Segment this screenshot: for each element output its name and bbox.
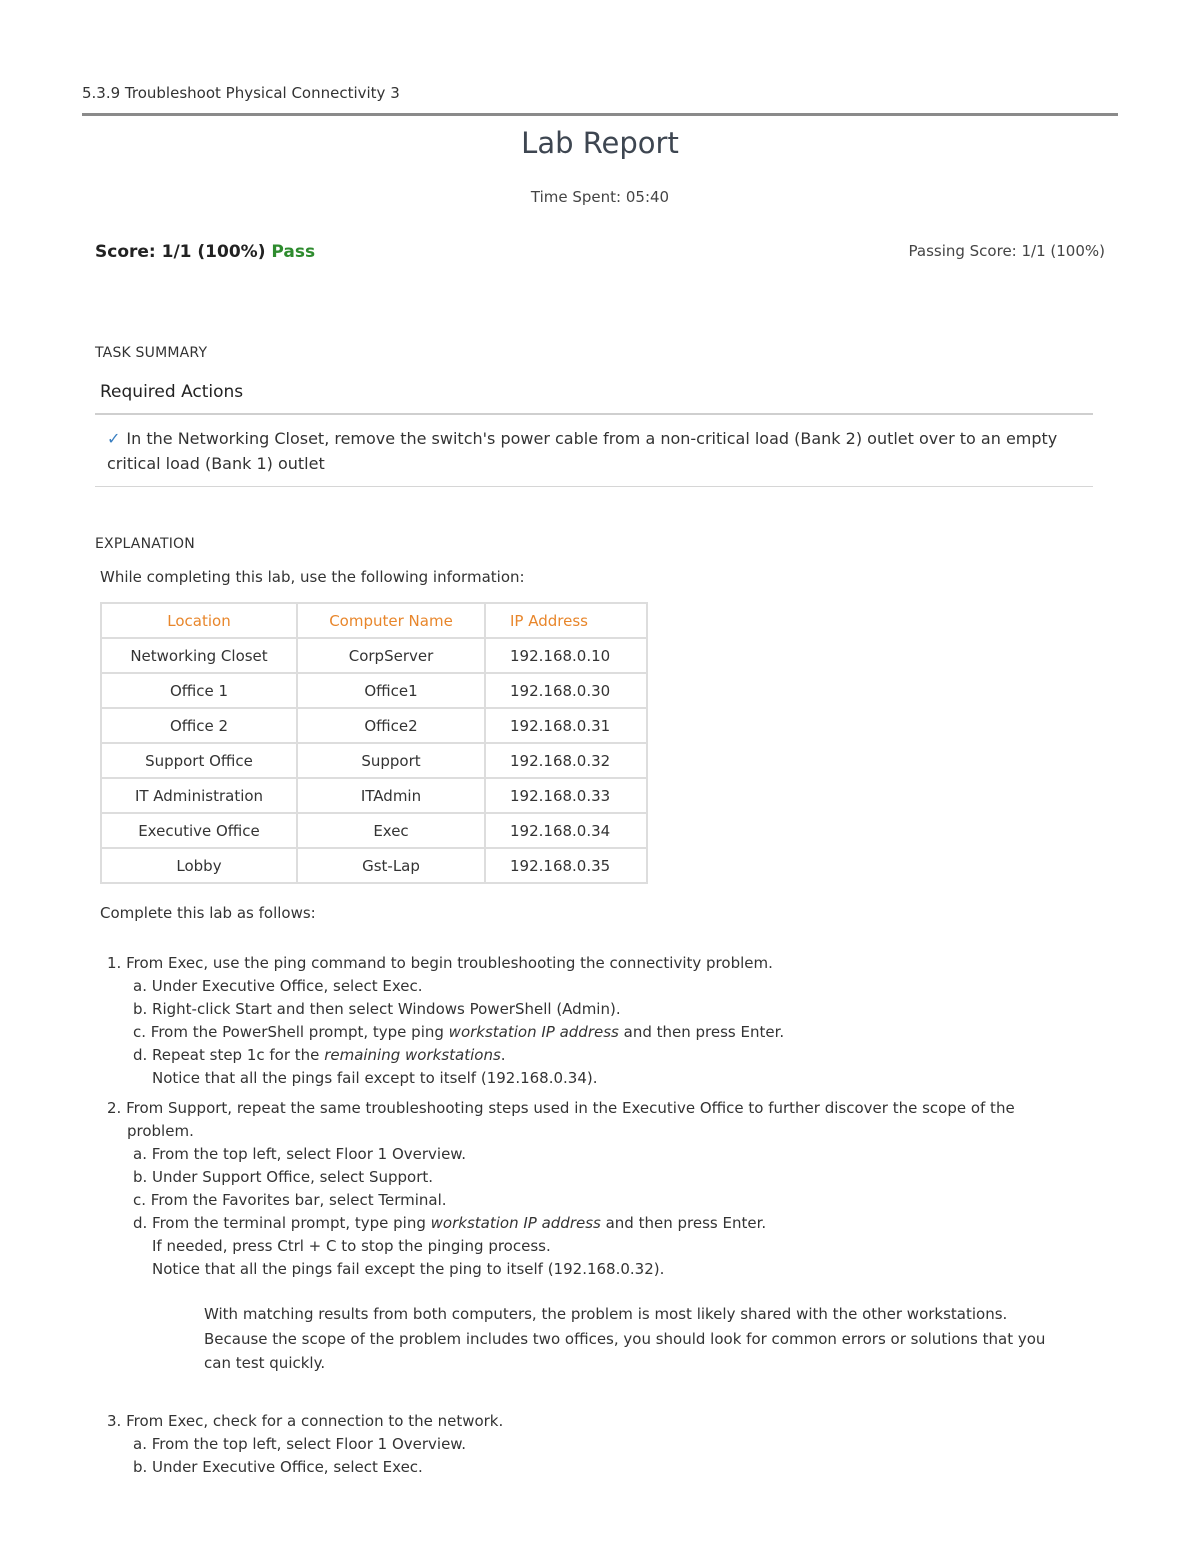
cell-location: Support Office xyxy=(101,743,297,778)
divider xyxy=(95,486,1093,487)
time-spent: Time Spent: 05:40 xyxy=(530,188,670,206)
table-row xyxy=(101,673,647,708)
cell-computer-name: CorpServer xyxy=(297,638,485,673)
header-divider xyxy=(82,113,1118,116)
table-row xyxy=(101,743,647,778)
pass-status-badge: Pass xyxy=(271,242,316,262)
required-action-text: In the Networking Closet, remove the switch's power cable from a non-critical load (Bank 2) outlet over to an empty critical load (Bank 1) outlet xyxy=(107,429,1058,473)
step-3a: a. From the top left, select Floor 1 Overview. xyxy=(133,1434,466,1453)
step-2d-emphasis: workstation IP address xyxy=(430,1214,601,1232)
step-2: 2. From Support, repeat the same troubleshooting steps used in the Executive Office to further discover the scope of the problem. xyxy=(107,1099,1015,1140)
computer-info-table xyxy=(100,602,648,884)
table-row xyxy=(101,708,647,743)
step-1d-suffix: . xyxy=(500,1046,506,1064)
cell-computer-name: Exec xyxy=(297,813,485,848)
step-list xyxy=(107,952,1067,1479)
steps-intro: Complete this lab as follows: xyxy=(100,904,316,922)
explanation-intro: While completing this lab, use the following information: xyxy=(100,568,525,586)
cell-location: Lobby xyxy=(101,848,297,883)
table-row xyxy=(101,813,647,848)
cell-ip-address: 192.168.0.32 xyxy=(485,743,647,778)
step-2a: a. From the top left, select Floor 1 Overview. xyxy=(133,1145,466,1163)
required-action-item xyxy=(107,426,1093,476)
step-2-note-1: If needed, press Ctrl + C to stop the pinging process. xyxy=(152,1237,551,1255)
cell-computer-name: Office1 xyxy=(297,673,485,708)
cell-location: Office 1 xyxy=(101,673,297,708)
table-row xyxy=(101,638,647,673)
cell-ip-address: 192.168.0.30 xyxy=(485,673,647,708)
step-1a: a. Under Executive Office, select Exec. xyxy=(133,977,423,995)
step-2c: c. From the Favorites bar, select Terminal. xyxy=(133,1191,447,1209)
score xyxy=(95,242,315,262)
score-value: Score: 1/1 (100%) xyxy=(95,242,266,262)
cell-ip-address: 192.168.0.10 xyxy=(485,638,647,673)
cell-location: Executive Office xyxy=(101,813,297,848)
cell-computer-name: ITAdmin xyxy=(297,778,485,813)
cell-computer-name: Gst-Lap xyxy=(297,848,485,883)
step-1c-prefix: c. From the PowerShell prompt, type ping xyxy=(133,1023,449,1041)
explanation-heading: EXPLANATION xyxy=(95,536,195,552)
step-1d xyxy=(107,1044,1067,1067)
step-3: 3. From Exec, check for a connection to the network. xyxy=(107,1411,504,1430)
cell-location: Office 2 xyxy=(101,708,297,743)
step-1: 1. From Exec, use the ping command to begin troubleshooting the connectivity problem. xyxy=(107,954,773,972)
required-actions-heading: Required Actions xyxy=(100,382,244,402)
step-2b: b. Under Support Office, select Support. xyxy=(133,1168,434,1186)
step-3b: b. Under Executive Office, select Exec. xyxy=(133,1457,423,1476)
divider xyxy=(95,413,1093,415)
table-header-row xyxy=(101,603,647,638)
step-1c xyxy=(107,1021,1067,1044)
page-title: Lab Report xyxy=(521,126,679,160)
column-header-location: Location xyxy=(101,603,297,638)
task-summary-heading: TASK SUMMARY xyxy=(95,345,208,361)
step-1c-suffix: and then press Enter. xyxy=(618,1023,785,1041)
checkmark-icon: ✓ xyxy=(107,429,121,448)
passing-score: Passing Score: 1/1 (100%) xyxy=(908,242,1105,260)
step-2d-prefix: d. From the terminal prompt, type ping xyxy=(133,1214,431,1232)
step-2-paragraph: With matching results from both computers, the problem is most likely shared with the other workstations. Because the scope of the problem includes two offices, you should look for common errors or solutions that you can test quickly. xyxy=(204,1305,1046,1372)
column-header-ip-address: IP Address xyxy=(485,603,647,638)
cell-location: Networking Closet xyxy=(101,638,297,673)
cell-ip-address: 192.168.0.31 xyxy=(485,708,647,743)
table-row xyxy=(101,848,647,883)
cell-ip-address: 192.168.0.33 xyxy=(485,778,647,813)
cell-computer-name: Office2 xyxy=(297,708,485,743)
step-1b: b. Right-click Start and then select Windows PowerShell (Admin). xyxy=(133,1000,621,1018)
step-2d-suffix: and then press Enter. xyxy=(600,1214,767,1232)
step-1d-emphasis: remaining workstations xyxy=(324,1046,501,1064)
step-1-note: Notice that all the pings fail except to itself (192.168.0.34). xyxy=(152,1069,598,1087)
cell-location: IT Administration xyxy=(101,778,297,813)
step-2-note-2: Notice that all the pings fail except the ping to itself (192.168.0.32). xyxy=(152,1260,665,1278)
cell-ip-address: 192.168.0.35 xyxy=(485,848,647,883)
column-header-computer-name: Computer Name xyxy=(297,603,485,638)
step-2d xyxy=(107,1212,1067,1235)
step-1c-emphasis: workstation IP address xyxy=(448,1023,619,1041)
cell-computer-name: Support xyxy=(297,743,485,778)
step-1d-prefix: d. Repeat step 1c for the xyxy=(133,1046,325,1064)
table-row xyxy=(101,778,647,813)
course-title: 5.3.9 Troubleshoot Physical Connectivity 3 xyxy=(82,84,400,102)
cell-ip-address: 192.168.0.34 xyxy=(485,813,647,848)
